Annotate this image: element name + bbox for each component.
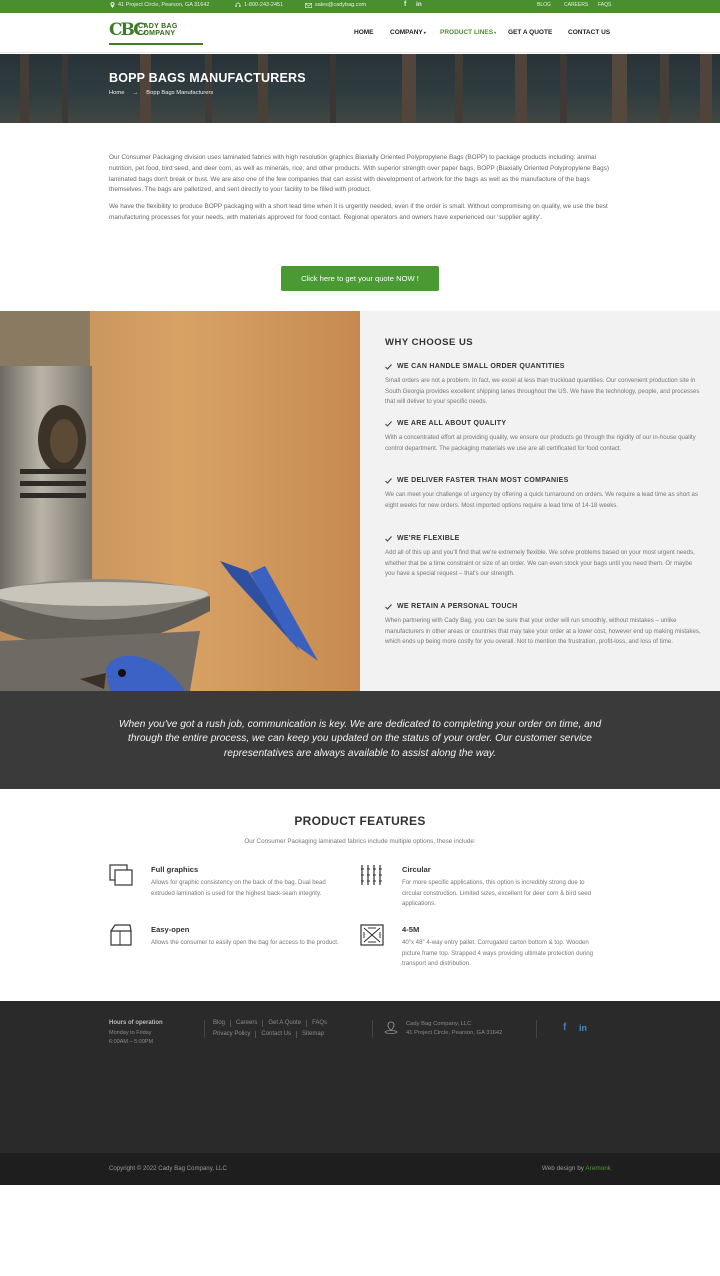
woven-icon xyxy=(360,864,384,886)
intro-paragraph: Our Consumer Packaging division uses laminated fabrics with high resolution graphics Biaxially Oriented Polypropylene Bags (BOPP) to package products including: animal nutrition, pet food, bird seed, and deer corn, as well as minerals, rice, and other products. With superior strength over paper bags, BOPP (Biaxially Oriented Polypropylene Bags) laminated bags don't break or bust. We are also one of the few companies that can assist with development of artwork for the bags as well as the manufacture of the bags themselves. The bags are palletized, and sent directly to your facility to be filled with product. xyxy=(109,154,610,194)
copyright-bar xyxy=(0,1153,720,1185)
location-icon xyxy=(384,1021,398,1034)
nav-contact-us[interactable]: CONTACT US xyxy=(568,29,611,36)
check-icon xyxy=(385,536,392,542)
check-icon xyxy=(385,604,392,610)
layers-icon xyxy=(109,864,133,886)
why-title: WHY CHOOSE US xyxy=(385,337,474,348)
topbar-email[interactable]: sales@cadybag.com xyxy=(305,2,366,8)
footer-address: Cady Bag Company, LLC 41 Project Circle, Pearson, GA 31642 xyxy=(406,1021,503,1036)
linkedin-icon[interactable]: in xyxy=(416,1,422,8)
designer-link[interactable]: Aremonk xyxy=(585,1165,611,1172)
nav-company[interactable]: COMPANY ▾ xyxy=(390,29,426,36)
footer-links-row xyxy=(213,1020,332,1027)
envelope-icon xyxy=(305,3,312,8)
topbar-link-blog[interactable]: BLOG xyxy=(537,2,551,8)
logo-name: CADY BAG COMPANY xyxy=(138,23,178,37)
quote-text: When you've got a rush job, communication is key. We are dedicated to completing your order on time, and through the entire process, we can keep you updated on the status of your order. Our customer service representatives are always available to assist along the way. xyxy=(118,719,602,759)
breadcrumb-separator: → xyxy=(132,90,139,96)
intro-text xyxy=(109,153,611,224)
web-design-credit: Web design by Aremonk xyxy=(541,1165,611,1172)
footer-link-careers[interactable]: Careers xyxy=(230,1020,262,1027)
page-hero xyxy=(0,54,720,123)
check-icon xyxy=(385,421,392,427)
topbar-address: 41 Project Circle, Pearson, GA 31642 xyxy=(110,2,209,8)
why-item: WE RETAIN A PERSONAL TOUCH When partnering with Cady Bag, you can be sure that your order will run smoothly, without mistakes – unlike manufacturers in other areas or countries that may take your order at a lower cost, however end up making mistakes, which ends up being more costly for you overall. Not to mention the frustration, profit-loss, and loss of time. xyxy=(385,603,701,646)
footer-link-contact-us[interactable]: Contact Us xyxy=(255,1031,296,1038)
breadcrumb xyxy=(109,90,213,96)
chevron-down-icon: ▾ xyxy=(423,30,426,35)
logo-underline xyxy=(109,43,203,45)
chevron-down-icon: ▾ xyxy=(494,30,497,35)
footer-linkedin-icon[interactable]: in xyxy=(579,1023,587,1033)
footer-link-sitemap[interactable]: Sitemap xyxy=(296,1031,329,1038)
get-quote-button[interactable]: Click here to get your quote NOW ! xyxy=(281,266,439,291)
breadcrumb-current: Bopp Bags Manufacturers xyxy=(146,90,214,96)
cady-bag-logo[interactable] xyxy=(109,20,203,46)
topbar-link-careers[interactable]: CAREERS xyxy=(564,2,589,8)
facebook-icon[interactable]: f xyxy=(404,1,407,8)
features-title: PRODUCT FEATURES xyxy=(294,814,426,828)
why-item: WE'RE FLEXIBLE Add all of this up and you'll find that we're extremely flexible. We solve problems based on your most urgent needs, whether that be a time constraint or size of an order. We can even stock your bags until you need them. Or maybe you have a special request – that's our strength. xyxy=(385,535,695,578)
footer-link-get-a-quote[interactable]: Get A Quote xyxy=(262,1020,306,1027)
bluebird-photo xyxy=(0,311,360,691)
open-box-icon xyxy=(109,924,133,946)
footer-divider xyxy=(204,1020,205,1038)
check-icon xyxy=(385,478,392,484)
check-icon xyxy=(385,364,392,370)
map-pin-icon xyxy=(110,2,115,8)
quote-band xyxy=(0,691,720,789)
top-bar xyxy=(0,0,720,13)
footer-divider xyxy=(372,1020,373,1038)
why-item: WE ARE ALL ABOUT QUALITY With a concentrated effort at providing quality, we ensure our products go through the rigidity of our in-house quality control department. The packaging materials we use are all certificated for food contact. xyxy=(385,420,696,452)
intro-paragraph: We have the flexibility to produce BOPP packaging with a short lead time when it is urgently needed, even if the order is small. Without compromising on quality, we use the best manufacturing processes for your needs, with materials approved for food contact. Regional operators and owners have experienced our 'supplier agility'. xyxy=(109,203,608,221)
footer-link-faqs[interactable]: FAQs xyxy=(306,1020,332,1027)
footer-link-privacy-policy[interactable]: Privacy Policy xyxy=(213,1031,251,1037)
why-choose-us-section xyxy=(360,311,720,691)
hours-title: Hours of operation xyxy=(109,1020,163,1026)
features-subtitle: Our Consumer Packaging laminated fabrics include multiple options, these include: xyxy=(244,838,476,845)
why-item: WE CAN HANDLE SMALL ORDER QUANTITIES Small orders are not a problem. In fact, we excel at less than truckload quantities. Our convenient production site in South Georgia provides excellent shipping lanes throughout the US. We have the technology, people, and processes that will deliver to your specific needs. xyxy=(385,363,700,406)
site-footer xyxy=(0,1001,720,1153)
page-title: BOPP BAGS MANUFACTURERS xyxy=(109,71,306,85)
footer-divider xyxy=(536,1020,537,1038)
headset-icon xyxy=(235,2,241,8)
pallet-icon xyxy=(360,924,384,946)
nav-product-lines[interactable]: PRODUCT LINES ▾ xyxy=(440,29,497,36)
hours-detail: Monday to Friday 6:00AM – 5:00PM xyxy=(109,1030,154,1045)
breadcrumb-home[interactable]: Home xyxy=(109,90,125,96)
copyright-text: Copyright © 2022 Cady Bag Company, LLC xyxy=(109,1165,227,1172)
nav-get-a-quote[interactable]: GET A QUOTE xyxy=(508,29,553,36)
why-item: WE DELIVER FASTER THAN MOST COMPANIES We can meet your challenge of urgency by offering a quick turnaround on orders. We require a lead time as short as eight weeks for new orders. Most imported options require a lead time of 14-18 weeks. xyxy=(385,477,698,509)
site-header xyxy=(0,13,720,53)
logo-monogram: CBC xyxy=(109,20,145,40)
topbar-phone[interactable]: 1-800-243-2451 xyxy=(235,2,283,8)
footer-link-blog[interactable]: Blog xyxy=(213,1020,226,1026)
topbar-link-faqs[interactable]: FAQS xyxy=(598,2,612,8)
nav-home[interactable]: HOME xyxy=(354,29,374,36)
footer-links-row xyxy=(213,1031,329,1038)
footer-facebook-icon[interactable]: f xyxy=(563,1022,567,1033)
